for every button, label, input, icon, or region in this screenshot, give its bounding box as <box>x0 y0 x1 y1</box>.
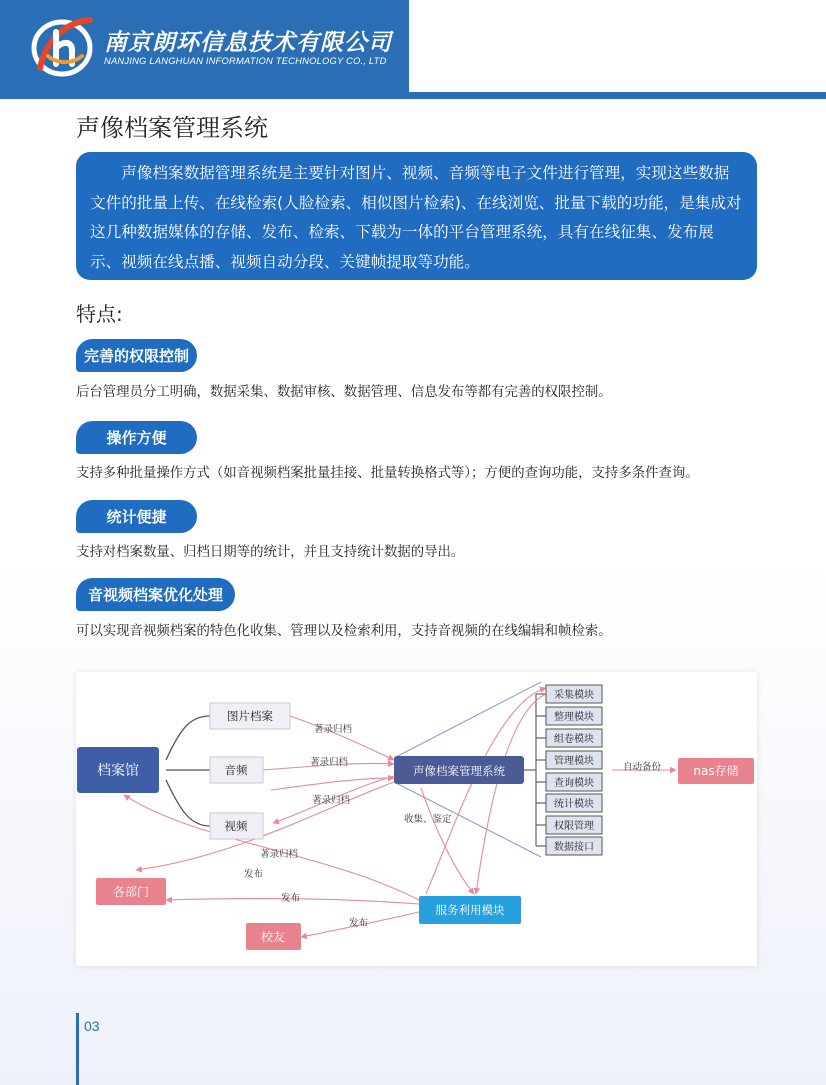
edge-label-publish-1: 发布 <box>244 869 264 880</box>
intro-box <box>76 152 757 280</box>
archive-node <box>77 747 159 793</box>
architecture-diagram <box>76 672 757 966</box>
module-collect: 采集模块 <box>554 690 594 701</box>
system-node <box>394 756 524 784</box>
source-audio: 音频 <box>224 763 248 777</box>
module-tree-links <box>524 694 546 846</box>
module-manage: 管理模块 <box>554 756 594 767</box>
service-node <box>419 896 521 924</box>
storage-label: nas存储 <box>693 764 739 778</box>
edge-label-publish-3: 发布 <box>349 918 369 929</box>
edge-label-backup: 自动备份 <box>623 762 662 773</box>
company-logo-icon <box>26 10 98 82</box>
source-video: 视频 <box>224 819 248 833</box>
nas-storage-node <box>678 758 754 784</box>
alumni-node <box>246 923 301 950</box>
page-number-bar <box>76 1013 79 1085</box>
departments-label: 各部门 <box>112 885 150 899</box>
module-data-interface: 数据接口 <box>554 842 594 853</box>
feature-pill-operation: 操作方便 <box>76 421 197 454</box>
departments-node <box>96 878 166 905</box>
feature-pill-statistics: 统计便捷 <box>76 500 197 533</box>
module-permission: 权限管理 <box>554 821 594 832</box>
module-organize: 整理模块 <box>554 712 594 723</box>
feature-desc-statistics: 支持对档案数量、归档日期等的统计，并且支持统计数据的导出。 <box>76 545 465 560</box>
edge-label-publish-2: 发布 <box>281 893 301 904</box>
edge-label-catalog-3: 著录归档 <box>312 795 351 806</box>
archive-source-links <box>166 716 210 826</box>
intro-text: 声像档案数据管理系统是主要针对图片、视频、音频等电子文件进行管理，实现这些数据文件的批量上传、在线检索(人脸检索、相似图片检索)、在线浏览、批量下载的功能，是集成对这几种数据媒体的存储、发布、检索、下载为一体的平台管理系统，具有在线征集、发布展示、视频在线点播、视频自动分段、关键帧提取等功能。 <box>90 164 742 271</box>
module-query: 查询模块 <box>554 778 594 789</box>
features-heading: 特点: <box>76 302 123 326</box>
module-compose: 组卷模块 <box>554 734 594 745</box>
feature-desc-av-processing: 可以实现音视频档案的特色化收集、管理以及检索利用，支持音视频的在线编辑和帧检索。 <box>76 624 612 639</box>
company-name-en: NANJING LANGHUAN INFORMATION TECHNOLOGY CO., LTD <box>104 55 387 66</box>
page-title: 声像档案管理系统 <box>76 114 268 142</box>
archive-label: 档案馆 <box>97 763 139 779</box>
feature-pill-av-processing: 音视频档案优化处理 <box>76 578 235 611</box>
company-name-cn: 南京朗环信息技术有限公司 <box>104 30 392 56</box>
edge-label-catalog-2: 著录归档 <box>310 757 349 768</box>
feature-desc-operation: 支持多种批量操作方式（如音视频档案批量挂接、批量转换格式等）；方便的查询功能，支持多条件查询。 <box>76 466 699 481</box>
feature-pill-permission: 完善的权限控制 <box>76 339 197 372</box>
header-rule <box>0 92 826 99</box>
page-number: 03 <box>84 1018 100 1034</box>
feature-desc-permission: 后台管理员分工明确，数据采集、数据审核、数据管理、信息发布等都有完善的权限控制。 <box>76 385 612 400</box>
edge-label-collect: 收集、鉴定 <box>404 814 452 825</box>
edge-label-catalog-4: 著录归档 <box>260 849 299 860</box>
source-image: 图片档案 <box>227 709 273 723</box>
system-label: 声像档案管理系统 <box>413 764 505 778</box>
edge-label-catalog-1: 著录归档 <box>314 724 353 735</box>
service-label: 服务利用模块 <box>435 903 505 917</box>
module-statistics: 统计模块 <box>554 799 594 810</box>
alumni-label: 校友 <box>260 930 286 944</box>
